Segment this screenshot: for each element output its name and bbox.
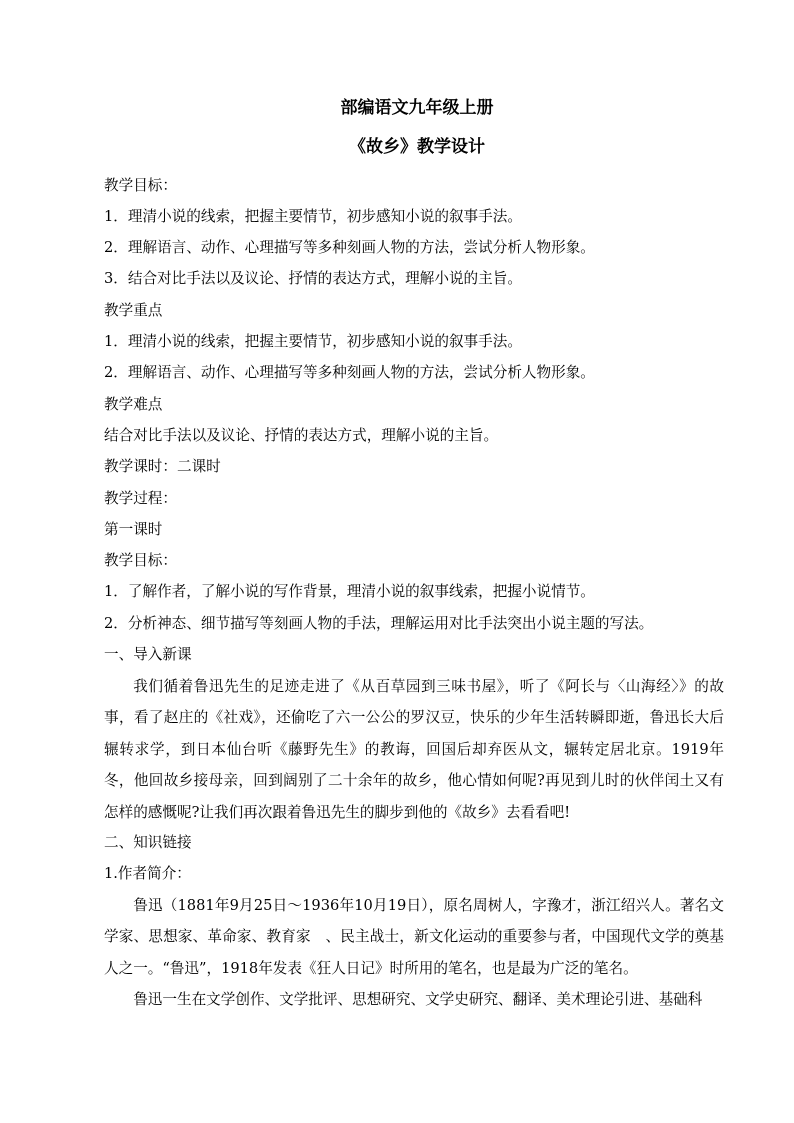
key-heading: 教学重点: [104, 302, 163, 319]
lesson1-goal-item: 2．分析神态、细节描写等刻画人物的手法，理解运用对比手法突出小说主题的写法。: [104, 615, 654, 632]
doc-title: 部编语文九年级上册: [340, 98, 494, 118]
goal-item: 2．理解语言、动作、心理描写等多种刻画人物的方法，尝试分析人物形象。: [104, 239, 595, 256]
last-paragraph: 鲁迅一生在文学创作、文学批评、思想研究、文学史研究、翻译、美术理论引进、基础科: [133, 991, 703, 1008]
section2-heading: 二、知识链接: [104, 834, 192, 851]
key-item: 2．理解语言、动作、心理描写等多种刻画人物的方法，尝试分析人物形象。: [104, 364, 595, 381]
goal-item: 1．理清小说的线索，把握主要情节，初步感知小说的叙事手法。: [104, 208, 522, 225]
section1-heading: 一、导入新课: [104, 646, 192, 663]
key-item: 1．理清小说的线索，把握主要情节，初步感知小说的叙事手法。: [104, 333, 522, 350]
lesson1-goal-item: 1．了解作者，了解小说的写作背景，理清小说的叙事线索，把握小说情节。: [104, 583, 595, 600]
doc-subtitle: 《故乡》教学设计: [349, 137, 485, 157]
intro-paragraph: 我们循着鲁迅先生的足迹走进了《从百草园到三味书屋》，听了《阿长与〈山海经〉》的故事，看了赵庄的《社戏》，还偷吃了六一公公的罗汉豆，快乐的少年生活转瞬即逝，鲁迅长大后辗转求学，到日本仙台听《藤野先生》的教诲，回国后却弃医从文，辗转定居北京。1919年冬，他回故乡接母亲，回到阔别了二十余年的故乡，他心情如何呢?再见到儿时的伙伴闰土又有怎样的感慨呢?让我们再次跟着鲁迅先生的脚步到他的《故乡》去看看吧!: [104, 678, 724, 821]
goal-item: 3．结合对比手法以及议论、抒情的表达方式，理解小说的主旨。: [104, 270, 522, 287]
difficulty-heading: 教学难点: [104, 396, 163, 413]
lesson1-goals-heading: 教学目标：: [104, 552, 177, 569]
author-heading: 1.作者简介：: [104, 865, 191, 882]
lesson1-heading: 第一课时: [104, 521, 163, 538]
process-heading: 教学过程：: [104, 490, 177, 507]
goals-heading: 教学目标：: [104, 177, 177, 194]
hours-text: 教学课时：二课时: [104, 458, 221, 475]
author-paragraph: 鲁迅（1881年9月25日～1936年10月19日），原名周树人，字豫才，浙江绍兴人。著名文学家、思想家、革命家、教育家 、民主战士，新文化运动的重要参与者，中国现代文学的奠基人之一。“鲁迅”，1918年发表《狂人日记》时所用的笔名，也是最为广泛的笔名。: [104, 897, 724, 977]
difficulty-text: 结合对比手法以及议论、抒情的表达方式，理解小说的主旨。: [104, 427, 499, 444]
